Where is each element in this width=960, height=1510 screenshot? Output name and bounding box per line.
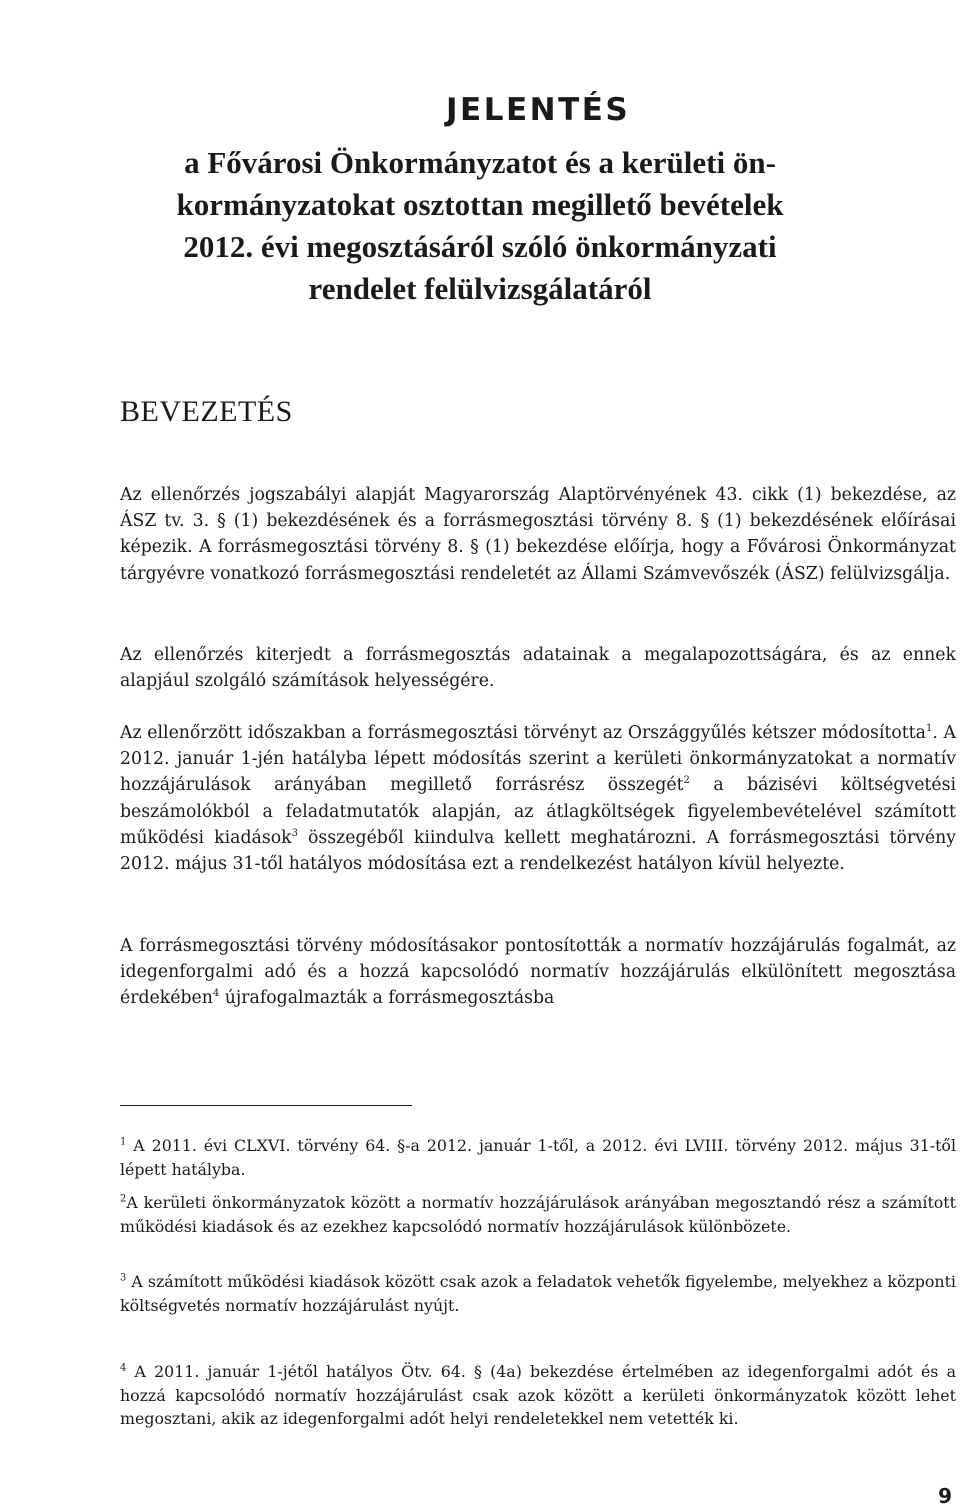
paragraph-legal-basis: Az ellenőrzés jogszabályi alapját Magyarország Alaptörvényének 43. cikk (1) bekezdése, az ÁSZ tv. 3. § (1) bekezdésének és a forrásmegosztási törvény 8. § (1) bekezdésének előírásai képezik. A forrásmegosztási törvény 8. § (1) bekezdése előírja, hogy a Fővárosi Önkormányzat tárgyévre vonatkozó forrásmegosztási rendeletét az Állami Számvevőszék (ÁSZ) felülvizsgálja. [120, 485, 956, 584]
paragraph-amendments [120, 720, 956, 877]
paragraph-text: összegéből kiindulva kellett meghatározni. A forrásmegosztási törvény 2012. május 31-től hatályos módosítása ezt a rendelkezést hatályon kívül helyezte. [120, 827, 956, 875]
report-label: JELENTÉS [446, 92, 631, 128]
paragraph-text: a bázisévi költségvetési beszámolókból a feladatmutatók alapján, az átlagköltségek figyelembevételével számított működési kiadások [120, 775, 956, 848]
footnote-text: A 2011. évi CLXVI. törvény 64. §-a 2012. január 1-től, a 2012. évi LVIII. törvény 2012. május 31-től lépett hatályba. [120, 1136, 956, 1179]
paragraph-text: A forrásmegosztási törvény módosításakor pontosították a normatív hozzájárulás fogalmát, az idegenforgalmi adó és a hozzá kapcsolódó normatív hozzájárulás elkülönített megosztása érdekében [120, 936, 956, 1009]
paragraph-modification [120, 933, 956, 1012]
title-line: 2012. évi megosztásáról szóló önkormányzati [183, 229, 777, 264]
title-line: kormányzatokat osztottan megillető bevételek [176, 187, 784, 222]
footnote-text: A 2011. január 1-jétől hatályos Ötv. 64. § (4a) bekezdése értelmében az idegenforgalmi adót és a hozzá kapcsolódó normatív hozzájárulást csak azok között a kerületi önkormányzatok között lehet megosztani, akik az idegenforgalmi adót helyi rendeletekkel nem vetették ki. [120, 1362, 956, 1428]
footnote-number: 1 [120, 1136, 127, 1148]
paragraph-text: Az ellenőrzött időszakban a forrásmegosztási törvényt az Országgyűlés kétszer módosította [120, 723, 926, 743]
footnote-ref-1[interactable]: 1 [925, 723, 933, 735]
footnote-number: 2 [120, 1193, 127, 1205]
footnote-text: A számított működési kiadások között csak azok a feladatok vehetők figyelembe, melyekhez a központi költségvetés normatív hozzájárulást nyújt. [120, 1272, 956, 1315]
section-heading: BEVEZETÉS [120, 395, 293, 428]
report-title [120, 142, 840, 310]
footnote-divider [120, 1105, 412, 1106]
paragraph-text: . A 2012. január 1-jén hatályba lépett módosítás szerint a kerületi önkormányzatokat a normatív hozzájárulások arányában megillető forrásrész összegét [120, 723, 956, 796]
page-number: 9 [938, 1484, 952, 1508]
footnote-1 [120, 1134, 956, 1181]
footnote-4 [120, 1360, 956, 1431]
title-line: rendelet felülvizsgálatáról [308, 271, 652, 306]
footnote-number: 4 [120, 1362, 127, 1374]
footnote-2 [120, 1191, 956, 1238]
footnote-ref-4[interactable]: 4 [212, 988, 220, 1000]
footnote-ref-2[interactable]: 2 [683, 775, 690, 787]
footnote-number: 3 [120, 1272, 127, 1284]
footnote-ref-3[interactable]: 3 [291, 828, 298, 840]
title-line: a Fővárosi Önkormányzatot és a kerületi ön- [184, 145, 776, 180]
footnote-text: A kerületi önkormányzatok között a normatív hozzájárulások arányában megosztandó rész a számított működési kiadások és az ezekhez kapcsolódó normatív hozzájárulások különbözete. [120, 1193, 956, 1236]
footnote-3 [120, 1270, 956, 1317]
paragraph-scope: Az ellenőrzés kiterjedt a forrásmegosztás adatainak a megalapozottságára, és az ennek alapjául szolgáló számítások helyességére. [120, 645, 956, 692]
paragraph-text: újrafogalmazták a forrásmegosztásba [219, 988, 555, 1009]
